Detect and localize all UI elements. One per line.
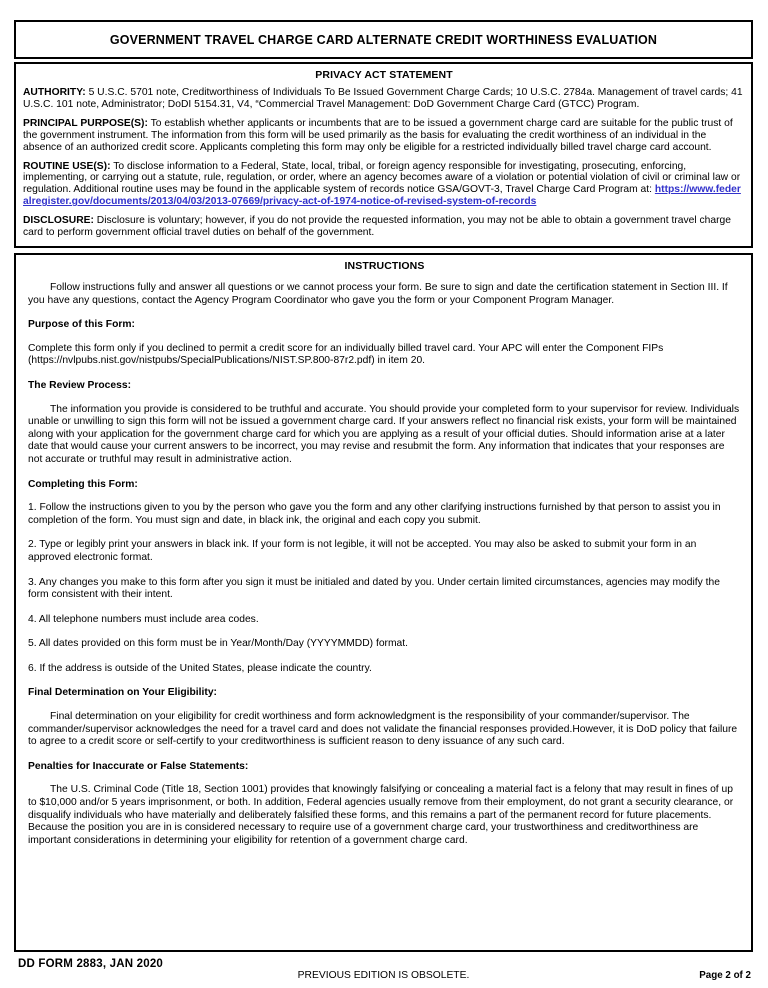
completing-form-heading: Completing this Form:: [28, 478, 138, 490]
completing-form-item-1: 1. Follow the instructions given to you by the person who gave you the form and any other clarifying instructions furnished by that person to assist you in completion of the form. You must sign and date, in black ink, the original and each copy you submit.: [28, 502, 721, 526]
privacy-act-heading: PRIVACY ACT STATEMENT: [315, 69, 453, 81]
instructions-box: [14, 253, 753, 952]
privacy-authority-label: AUTHORITY:: [23, 87, 86, 98]
privacy-disclosure-label: DISCLOSURE:: [23, 215, 94, 227]
form-identifier: DD FORM 2883, JAN 2020: [18, 958, 164, 970]
review-process-text: The information you provide is considered to be truthful and accurate. You should provide your completed form to your supervisor for review. Individuals unable or unwilling to sign this form will not be issued a government charge card. If your answers reflect no financial risk exists, your form will be maintained along with your application for the government charge card for which you are applying as a result of your official duties. Should information arise at a later date that would cause your current answers to be incorrect, you may revise and resubmit the form. Any information that indicates that your responses are not accurate or truthful may result in administrative action.: [28, 403, 740, 465]
completing-form-item-3: 3. Any changes you make to this form after you sign it must be initialed and dated by you. Under certain limited circumstances, agencies may modify the form consistent with their intent.: [28, 576, 720, 601]
privacy-disclosure-paragraph: [23, 215, 745, 239]
page-footer: [14, 958, 753, 984]
form-title-box: [14, 20, 753, 59]
purpose-of-form-text: Complete this form only if you declined to permit a credit score for an individually billed travel card. Your APC will enter the Component FIPs (https://nvlpubs.nist.gov/nistpubs/SpecialPublications/NIST.SP.800-87r2.pdf) in item 20.: [28, 342, 664, 367]
page-title: GOVERNMENT TRAVEL CHARGE CARD ALTERNATE CREDIT WORTHINESS EVALUATION: [109, 32, 658, 47]
privacy-routine-use-text: To disclose information to a Federal, State, local, tribal, or foreign agency responsible for investigating, prosecuting, enforcing, implementing, or carrying out a statute, rule, regulation, or order, where an agency becomes aware of a violation or potential violation of civil or criminal law or regulation. Additional routine uses may be found in the applicable system of records notice GSA/GOVT-3, Travel Charge Card Program at:: [23, 160, 741, 196]
privacy-act-records-notice-link[interactable]: https://www.federalregister.gov/documents/2013/04/03/2013-07669/privacy-act-of-1974-notice-of-revised-system-of-records: [23, 184, 741, 208]
privacy-disclosure-text: Disclosure is voluntary; however, if you do not provide the requested information, you may not be able to obtain a government travel charge card to perform government official travel duties on behalf of the government.: [23, 215, 731, 239]
previous-edition-note: PREVIOUS EDITION IS OBSOLETE.: [297, 970, 470, 981]
privacy-principal-purpose-paragraph: [23, 118, 745, 154]
completing-form-item-6: 6. If the address is outside of the United States, please indicate the country.: [28, 662, 372, 674]
review-process-heading: The Review Process:: [28, 379, 132, 391]
penalties-heading: Penalties for Inaccurate or False Statements:: [28, 760, 249, 772]
final-determination-heading: Final Determination on Your Eligibility:: [28, 687, 217, 699]
completing-form-item-5: 5. All dates provided on this form must be in Year/Month/Day (YYYYMMDD) format.: [28, 638, 408, 650]
instructions-heading: INSTRUCTIONS: [344, 260, 425, 272]
privacy-principal-purpose-label: PRINCIPAL PURPOSE(S):: [23, 117, 148, 129]
privacy-act-statement-box: [14, 62, 753, 248]
penalties-text: The U.S. Criminal Code (Title 18, Section 1001) provides that knowingly falsifying or concealing a material fact is a felony that may result in fines of up to $10,000 and/or 5 years imprisonment, or both. In addition, Federal agencies usually remove from their employment, do not grant a security clearance, or disqualify individuals who have materially and deliberately falsified these forms, and this remains a part of the permanent record for future placements. Because the position you are in is considered necessary to require use of a government charge card, your trustworthiness and creditworthiness are important considerations in determining your eligibility for retention of a government charge card.: [28, 784, 734, 846]
page-number: Page 2 of 2: [699, 970, 751, 981]
completing-form-item-2: 2. Type or legibly print your answers in black ink. If your form is not legible, it will not be accepted. You may also be asked to submit your form in an approved electronic format.: [28, 539, 697, 563]
privacy-authority-text: 5 U.S.C. 5701 note, Creditworthiness of Individuals To Be Issued Government Charge Cards; 10 U.S.C. 2784a. Management of travel cards; 41 U.S.C. 101 note, Administrator; DoDI 5154.31, V4, “Commercial Travel Management: DoD Government Charge Card (GTCC) Program.: [23, 87, 743, 110]
privacy-principal-purpose-text: To establish whether applicants or incumbents that are to be issued a government charge card are suitable for the public trust of the government instrument. The information from this form will be used primarily as the basis for evaluating the credit worthiness of an individual in the absence of an authorized credit score. Applicants completing this form may only be eligible for a restricted individually billed travel charge card account.: [23, 117, 733, 153]
instructions-intro-paragraph: Follow instructions fully and answer all questions or we cannot process your form. Be sure to sign and date the certification statement in Section III. If you have any questions, contact the Agency Program Coordinator who gave you the form or your Component Program Manager.: [28, 282, 728, 306]
purpose-of-form-heading: Purpose of this Form:: [28, 319, 135, 331]
privacy-routine-use-label: ROUTINE USE(S):: [23, 160, 111, 172]
privacy-authority-paragraph: [23, 87, 745, 111]
privacy-routine-use-paragraph: [23, 161, 745, 209]
final-determination-text: Final determination on your eligibility for credit worthiness and form acknowledgment is the responsibility of your commander/supervisor. The commander/supervisor acknowledges the need for a travel card and does not validate the financial responses provided.However, it is DoD policy that failure to agree to a credit score or self-certify to your creditworthiness is sufficient reason to deny issuance of any such card.: [28, 711, 738, 748]
completing-form-item-4: 4. All telephone numbers must include area codes.: [28, 613, 259, 625]
